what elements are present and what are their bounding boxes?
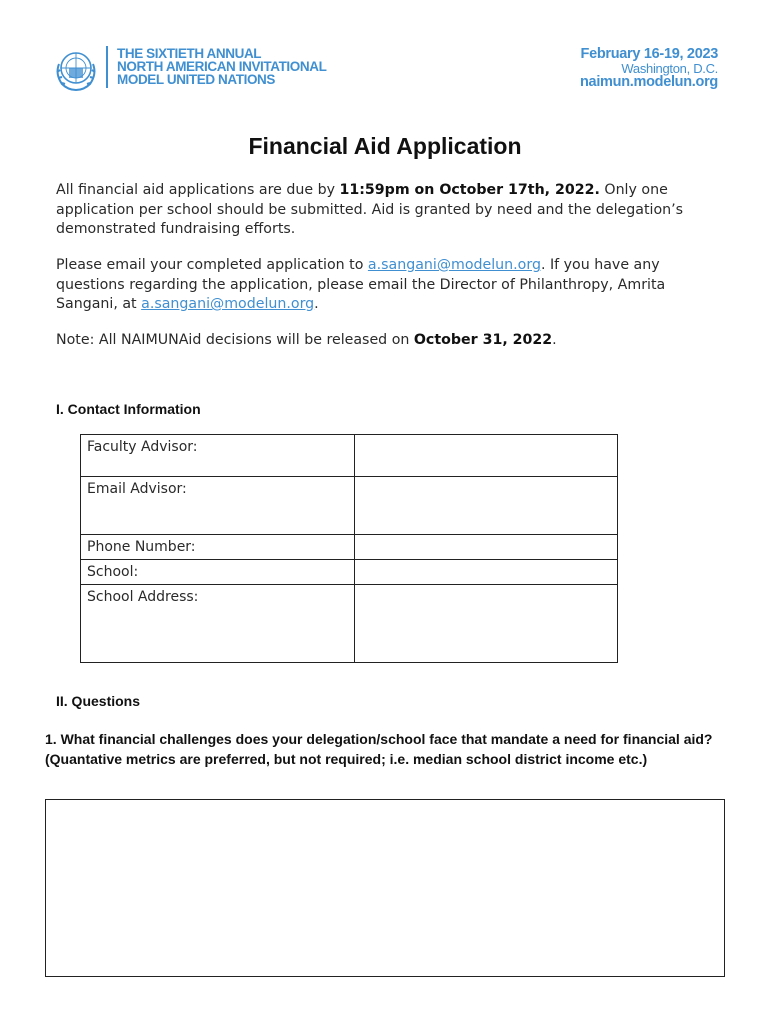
page-title: Financial Aid Application <box>248 133 522 159</box>
email-link-primary[interactable]: a.sangani@modelun.org <box>367 257 541 273</box>
document-header <box>0 0 770 110</box>
org-name-line-1: THE SIXTIETH ANNUAL <box>117 46 262 61</box>
org-name-line-3: MODEL UNITED NATIONS <box>117 72 276 87</box>
school-label: School: <box>81 560 355 585</box>
phone-number-label: Phone Number: <box>81 535 355 560</box>
decision-note <box>56 331 706 351</box>
logo-divider <box>106 46 108 88</box>
phone-number-field[interactable] <box>355 535 618 560</box>
deadline-details: Only one application per school should be submitted. Aid is granted by need and the delegation’s demonstrated fundraising efforts. <box>56 182 684 237</box>
school-field[interactable] <box>355 560 618 585</box>
question-1-answer-box[interactable] <box>45 799 725 977</box>
table-row <box>81 560 618 585</box>
school-address-field[interactable] <box>355 585 618 663</box>
table-row <box>81 585 618 663</box>
note-text: Note: All NAIMUNAid decisions will be released on <box>56 332 414 348</box>
questions-section-heading: II. Questions <box>56 693 141 709</box>
deadline-text: All financial aid applications are due by <box>56 182 340 198</box>
note-period: . <box>552 332 557 348</box>
director-contact-text: . If you have any questions regarding the application, please email the Director of Philanthropy, Amrita Sangani, at <box>56 257 666 312</box>
event-website[interactable]: naimun.modelun.org <box>580 74 718 90</box>
intro-contact-paragraph <box>56 256 706 315</box>
org-name-line-2: NORTH AMERICAN INVITATIONAL <box>117 59 327 74</box>
faculty-advisor-label: Faculty Advisor: <box>81 435 355 477</box>
table-row <box>81 535 618 560</box>
decision-date: October 31, 2022 <box>413 332 553 348</box>
event-date: February 16-19, 2023 <box>580 46 718 62</box>
table-row <box>81 435 618 477</box>
contact-information-table <box>80 434 618 663</box>
faculty-advisor-field[interactable] <box>355 435 618 477</box>
email-link-director[interactable]: a.sangani@modelun.org <box>141 296 315 312</box>
question-1-text: 1. What financial challenges does your delegation/school face that mandate a need for financial aid? (Quantative metrics are preferred, but not required; i.e. median school district income etc.) <box>45 731 713 767</box>
intro-deadline-paragraph <box>56 181 706 240</box>
school-address-label: School Address: <box>81 585 355 663</box>
deadline-date: 11:59pm on October 17th, 2022. <box>339 182 600 198</box>
table-row <box>81 477 618 535</box>
organization-name <box>117 47 326 86</box>
un-emblem-icon <box>52 44 100 92</box>
email-instructions: Please email your completed application to <box>56 257 368 273</box>
email-advisor-label: Email Advisor: <box>81 477 355 535</box>
event-location: Washington, D.C. <box>621 61 718 76</box>
contact-period: . <box>314 296 319 312</box>
event-info <box>580 47 718 90</box>
contact-section-heading: I. Contact Information <box>56 401 201 417</box>
email-advisor-field[interactable] <box>355 477 618 535</box>
